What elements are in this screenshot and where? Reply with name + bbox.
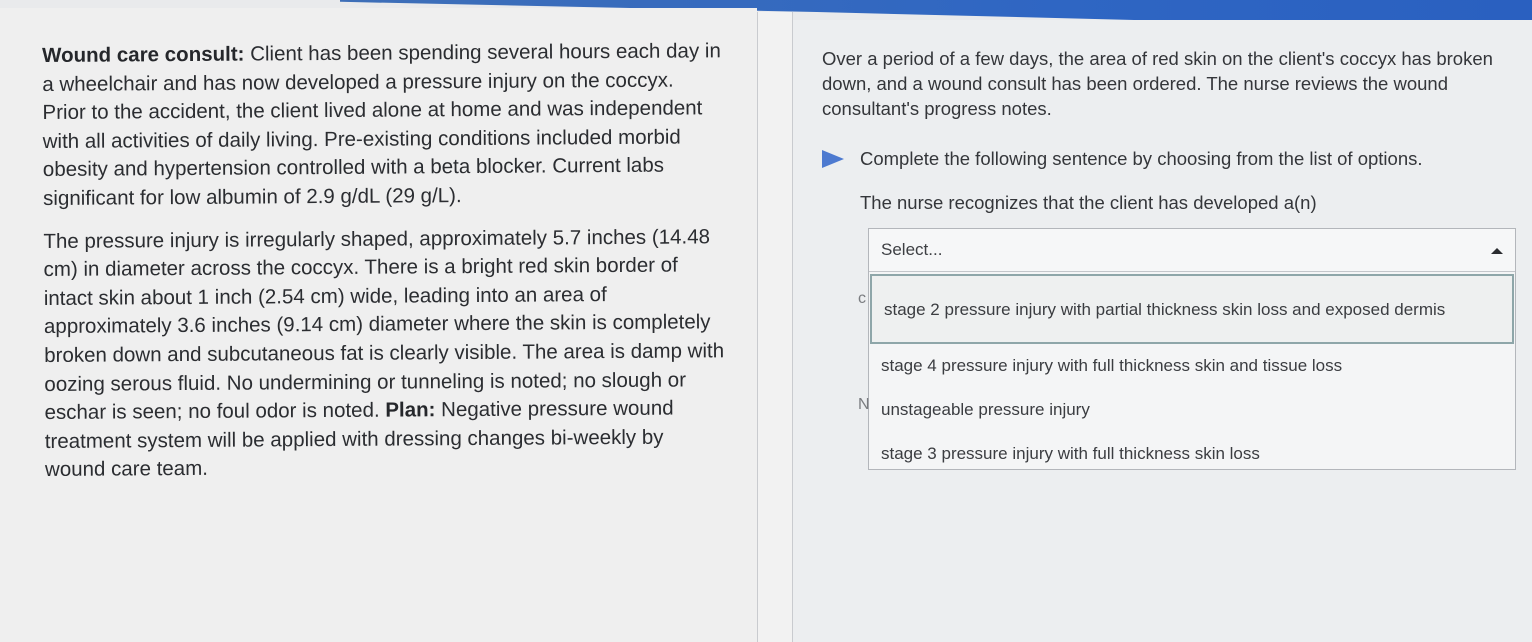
stray-char-c: c bbox=[858, 290, 866, 307]
paragraph-consult bbox=[42, 37, 723, 213]
dropdown-option[interactable] bbox=[869, 388, 1515, 432]
arrow-right-icon bbox=[822, 150, 844, 168]
select-box[interactable] bbox=[869, 229, 1515, 272]
assessment-text: The pressure injury is irregularly shaped, approximately 5.7 inches (14.48 cm) in diameter across the coccyx. There is a bright red skin border of intact skin about 1 inch (2.54 cm) wide, leading into an area of approximately 3.6 inches (9.14 cm) diameter where the skin is completely broken down and subcutaneous fat is clearly visible. The area is damp with oozing serous fluid. No undermining or tunneling is noted; no slough or eschar is seen; no foul odor is noted. bbox=[43, 224, 725, 425]
plan-text: Negative pressure wound treatment system will be applied with dressing changes bi-weekly by wound care team. bbox=[44, 396, 674, 482]
select-placeholder: Select... bbox=[881, 240, 943, 259]
pane-divider[interactable] bbox=[757, 12, 793, 642]
dropdown-option[interactable] bbox=[869, 432, 1515, 476]
question-intro: Over a period of a few days, the area of red skin on the client's coccyx has broken down, and a wound consult has been ordered. The nurse reviews the wound consultant's progress notes. bbox=[822, 48, 1493, 119]
consult-text: Client has been spending several hours each day in a wheelchair and has now developed a pressure injury on the coccyx. Prior to the accident, the client lived alone at home and was independent with all activities of daily living. Pre-existing conditions included morbid obesity and hypertension controlled with a beta blocker. Current labs significant for low albumin of 2.9 g/dL (29 g/L). bbox=[42, 39, 721, 210]
case-study-text bbox=[42, 37, 725, 499]
answer-dropdown[interactable] bbox=[868, 228, 1516, 470]
option-label: stage 3 pressure injury with full thickness skin loss bbox=[881, 444, 1260, 463]
instruction-text: Complete the following sentence by choosing from the list of options. bbox=[860, 148, 1423, 169]
consult-label: Wound care consult: bbox=[42, 42, 245, 67]
option-label: stage 4 pressure injury with full thickness skin and tissue loss bbox=[881, 356, 1343, 375]
plan-label: Plan: bbox=[385, 398, 436, 422]
option-label: unstageable pressure injury bbox=[881, 400, 1090, 419]
paragraph-assessment bbox=[43, 223, 725, 485]
option-label: stage 2 pressure injury with partial thickness skin loss and exposed dermis bbox=[884, 299, 1446, 319]
dropdown-option[interactable] bbox=[869, 344, 1515, 388]
instruction-row bbox=[822, 146, 1512, 171]
dropdown-option[interactable] bbox=[870, 274, 1514, 344]
stray-char-n: N bbox=[858, 396, 870, 413]
question-stem: The nurse recognizes that the client has developed a(n) bbox=[860, 192, 1317, 213]
caret-up-icon[interactable] bbox=[1491, 248, 1503, 254]
